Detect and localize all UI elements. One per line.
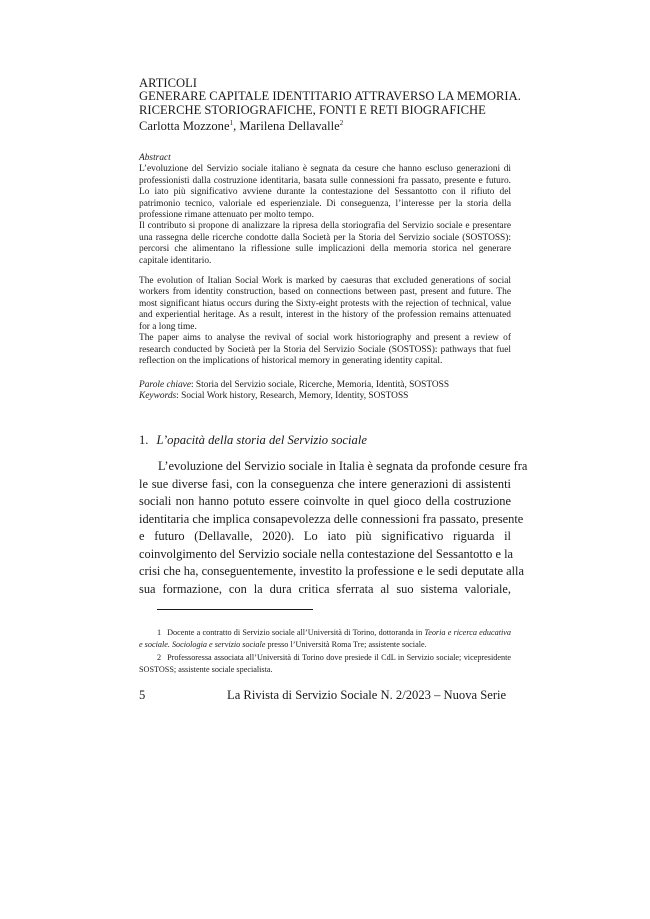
abstract-it-paragraph-1: L’evoluzione del Servizio sociale italiano è segnata da cesure che hanno escluso generazioni di professionisti dalla costruzione identitaria, basata sulle connessioni fra passato, presente e futuro. Lo iato più significativo avviene durante la contestazione del Sessantotto con il rifiuto del patrimonio tecnico, valoriale ed esperienziale. Di conseguenza, l’interesse per la storia della professione rimane attenuato per molto tempo. bbox=[139, 164, 511, 221]
footnote-1-italic: Teoria e ricerca educativa e sociale. Sociologia e servizio sociale bbox=[139, 628, 511, 649]
keywords-it-text: : Storia del Servizio sociale, Ricerche, Memoria, Identità, SOSTOSS bbox=[190, 380, 450, 390]
authors bbox=[139, 117, 519, 134]
body-line: crisi che ha, conseguentemente, investito la professione e le sedi deputate alla bbox=[139, 564, 524, 578]
footnote-2-text: Professoressa associata all’Università di Torino dove presiede il CdL in Servizio sociale; vicepresidente SOSTOSS; assistente sociale specialista. bbox=[139, 653, 511, 674]
body-paragraph bbox=[139, 458, 528, 598]
footnote-1-number: 1 bbox=[157, 628, 162, 637]
abstract-en-paragraph-1: The evolution of Italian Social Work is marked by caesuras that excluded generations of social workers from identity construction, based on connections between past, present and future. The most significant hiatus occurs during the Sixty-eight protests with the rejection of technical, value and experiential heritage. As a result, interest in the history of the profession remains attenuated for a long time. bbox=[139, 276, 511, 332]
section-title: L’opacità della storia del Servizio sociale bbox=[156, 433, 367, 447]
body-line: L’evoluzione del Servizio sociale in Italia è segnata da profonde cesure fra bbox=[158, 459, 528, 473]
body-line: coinvolgimento del Servizio sociale nella contestazione del Sessantotto e la bbox=[139, 546, 514, 561]
footnotes bbox=[139, 627, 511, 675]
section-heading bbox=[139, 433, 367, 448]
journal-name: La Rivista di Servizio Sociale N. 2/2023 – Nuova Serie bbox=[227, 688, 507, 702]
abstract-en-paragraph-2: The paper aims to analyse the revival of social work historiography and present a review of research conducted by Società per la Storia del Servizio Sociale (SOSTOSS): pathways that fuel reflection on the implications of historical memory in generating identity capital. bbox=[139, 333, 511, 366]
keywords-en-label: Keywords bbox=[139, 391, 177, 402]
author-2-footnote-mark: 2 bbox=[339, 119, 344, 128]
author-2: Marilena Dellavalle bbox=[239, 119, 340, 134]
author-1: Carlotta Mozzone bbox=[139, 119, 230, 134]
keywords-it-label: Parole chiave bbox=[139, 380, 191, 390]
footnote-divider bbox=[157, 609, 313, 610]
body-line: e futuro (Dellavalle, 2020). Lo iato più significativo riguarda il bbox=[139, 529, 511, 543]
footnote-1-text-a: Docente a contratto di Servizio sociale all’Università di Torino, dottoranda in bbox=[167, 628, 425, 637]
page-number: 5 bbox=[139, 688, 146, 702]
author-separator: , bbox=[233, 119, 240, 134]
keywords-it bbox=[139, 380, 511, 391]
author-1-footnote-mark: 1 bbox=[229, 119, 234, 128]
section-number: 1. bbox=[139, 433, 149, 447]
body-line: sociali non hanno potuto essere coinvolte in quel gioco della costruzione bbox=[139, 494, 511, 508]
keywords-en-text: : Social Work history, Research, Memory, Identity, SOSTOSS bbox=[176, 391, 409, 402]
footnote-2 bbox=[139, 652, 511, 675]
footnote-1 bbox=[139, 627, 511, 650]
abstract-it-paragraph-2: Il contributo si propone di analizzare la ripresa della storiografia del Servizio sociale e presentare una rassegna delle ricerche condotte dalla Società per la Storia del Servizio sociale (SOSTOSS): percorsi che alimentano la riflessione sulle implicazioni della memoria storica nel generare capitale identitario. bbox=[139, 221, 511, 266]
keywords-block bbox=[139, 380, 511, 403]
body-line: le sue diverse fasi, con la conseguenza che intere generazioni di assistenti bbox=[139, 476, 511, 491]
section-label: ARTICOLI bbox=[139, 76, 198, 90]
body-line: identitaria che implica consapevolezza delle connessioni fra passato, presente bbox=[139, 511, 524, 526]
abstract bbox=[139, 153, 511, 367]
article-title-line-2: RICERCHE STORIOGRAFICHE, FONTI E RETI BIOGRAFICHE bbox=[139, 102, 486, 117]
footnote-1-text-b: presso l’Università Roma Tre; assistente sociale. bbox=[265, 639, 427, 649]
abstract-label: Abstract bbox=[139, 153, 171, 163]
article-header bbox=[139, 77, 519, 134]
article-title-line-1: GENERARE CAPITALE IDENTITARIO ATTRAVERSO LA MEMORIA. bbox=[139, 89, 521, 104]
footnote-2-number: 2 bbox=[157, 653, 162, 663]
keywords-en bbox=[139, 391, 511, 402]
body-line: sua formazione, con la dura critica sferrata al suo sistema valoriale, bbox=[139, 581, 511, 596]
